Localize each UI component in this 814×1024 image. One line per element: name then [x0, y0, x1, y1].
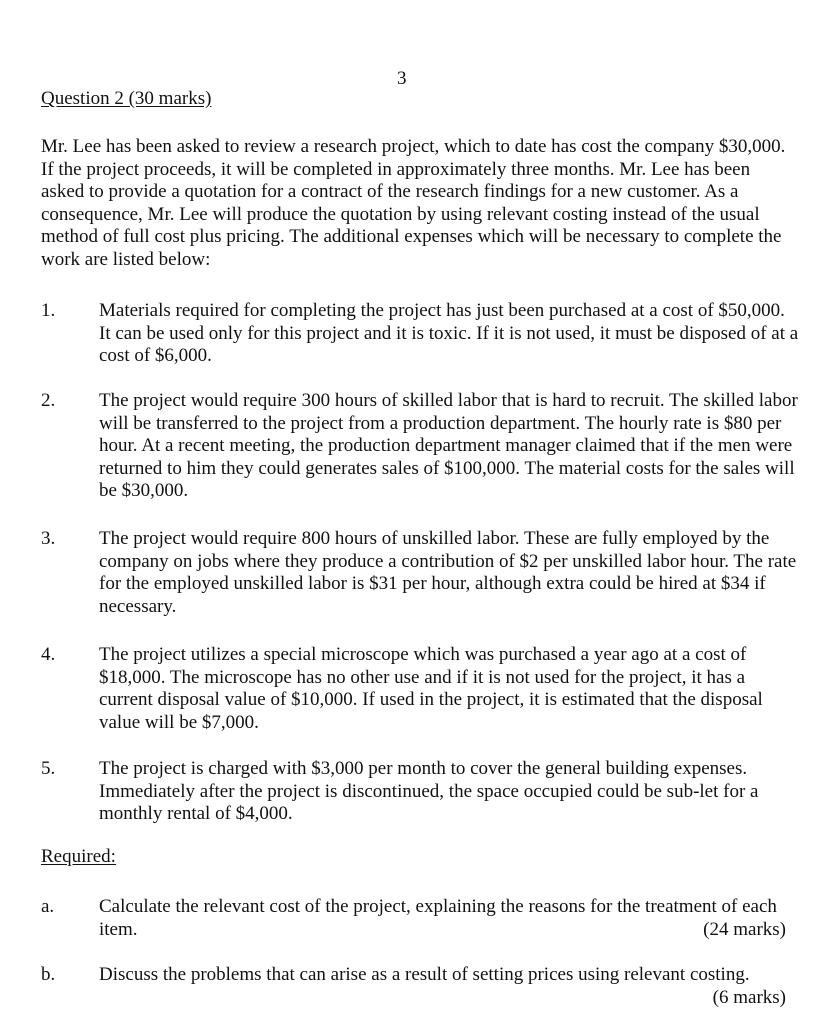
requirement-text-body: Calculate the relevant cost of the project, explaining the reasons for the treatment of each item. [99, 896, 777, 940]
list-item-text: The project would require 300 hours of skilled labor that is hard to recruit. The skilled labor will be transferred to the project from a production department. The hourly rate is $80 per hour. At a recent meeting, the production department manager claimed that if the men were returned to him they could generates sales of $100,000. The material costs for the sales will be $30,000. [99, 390, 798, 501]
requirement-text [99, 964, 786, 1009]
list-item-4 [41, 644, 801, 734]
list-item-text: The project utilizes a special microscope which was purchased a year ago at a cost of $18,000. The microscope has no other use and if it is not used for the project, it has a current disposal value of $10,000. If used in the project, it is estimated that the disposal value will be $7,000. [99, 644, 763, 733]
list-item-3 [41, 528, 801, 618]
list-item-text: The project would require 800 hours of unskilled labor. These are fully employed by the company on jobs where they produce a contribution of $2 per unskilled labor hour. The rate for the employed unskilled labor is $31 per hour, although extra could be hired at $34 if necessary. [99, 528, 797, 617]
requirement-letter: a. [41, 896, 55, 917]
list-item-number: 2. [41, 390, 56, 411]
requirement-text [99, 896, 786, 941]
list-item-number: 4. [41, 644, 56, 665]
requirement-marks: (6 marks) [712, 986, 786, 1008]
question-title: Question 2 (30 marks) [41, 88, 212, 109]
requirement-a [41, 896, 786, 941]
requirement-marks: (24 marks) [703, 918, 786, 940]
list-item-text: The project is charged with $3,000 per month to cover the general building expenses. Immediately after the project is discontinued, the space occupied could be sub-let for a monthly rental of $4,000. [99, 758, 759, 824]
requirement-text-body: Discuss the problems that can arise as a result of setting prices using relevant costing. [99, 964, 750, 985]
required-heading: Required: [41, 846, 116, 867]
requirement-b [41, 964, 786, 1009]
page-number: 3 [397, 68, 407, 89]
list-item-1 [41, 300, 801, 368]
list-item-2 [41, 390, 801, 503]
requirement-letter: b. [41, 964, 56, 985]
question-intro: Mr. Lee has been asked to review a research project, which to date has cost the company $30,000. If the project proceeds, it will be completed in approximately three months. Mr. Lee has been asked to provide a quotation for a contract of the research findings for a new customer. As a consequence, Mr. Lee will produce the quotation by using relevant costing instead of the usual method of full cost plus pricing. The additional expenses which will be necessary to complete the work are listed below: [41, 136, 786, 270]
list-item-number: 5. [41, 758, 56, 779]
list-item-number: 3. [41, 528, 56, 549]
list-item-text: Materials required for completing the project has just been purchased at a cost of $50,000. It can be used only for this project and it is toxic. If it is not used, it must be disposed of at a cost of $6,000. [99, 300, 799, 366]
list-item-number: 1. [41, 300, 56, 321]
list-item-5 [41, 758, 801, 826]
